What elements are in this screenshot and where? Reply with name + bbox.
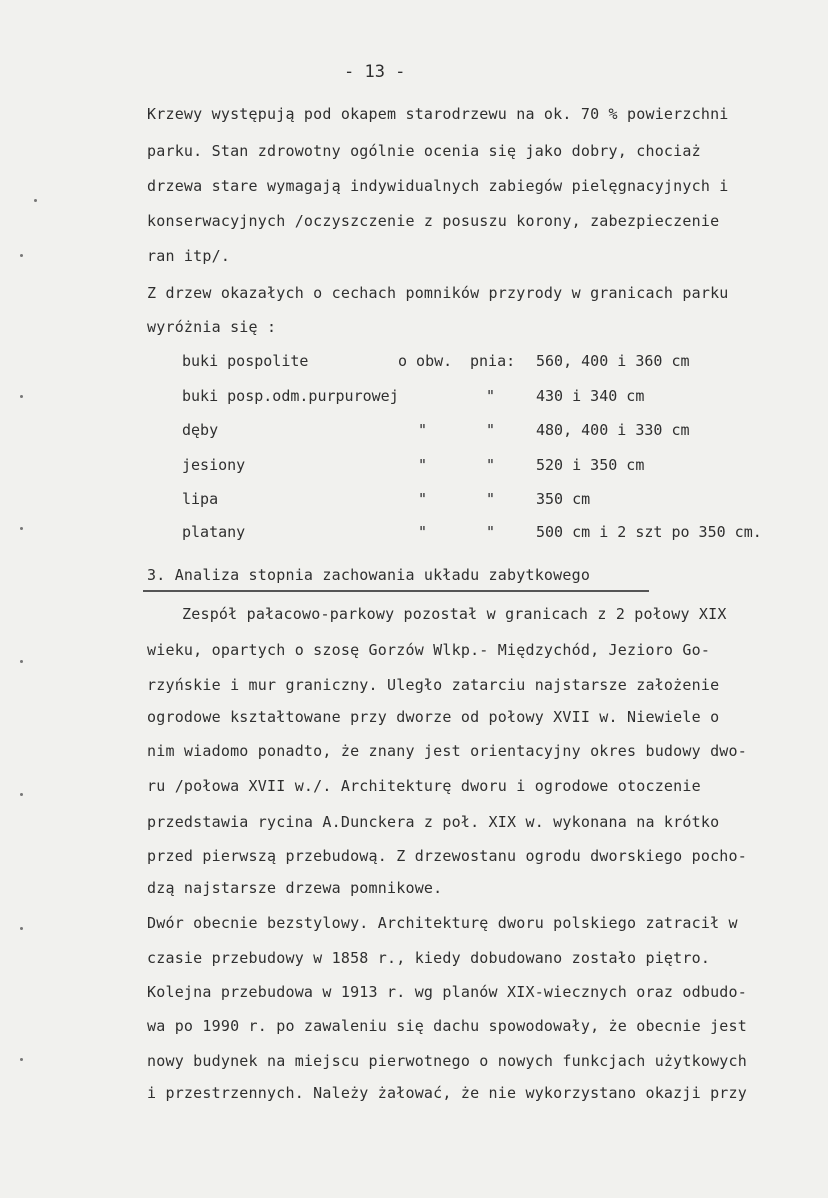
scan-speck (20, 927, 23, 930)
ditto-mark: " (486, 421, 496, 439)
tree-size: 430 i 340 cm (536, 387, 645, 405)
paragraph-line: wa po 1990 r. po zawaleniu się dachu spowodowały, że obecnie jest (147, 1017, 747, 1035)
scan-speck (20, 660, 23, 663)
ditto-mark: " (486, 456, 496, 474)
paragraph-line: drzewa stare wymagają indywidualnych zabiegów pielęgnacyjnych i (147, 177, 729, 195)
paragraph-line: wieku, opartych o szosę Gorzów Wlkp.- Międzychód, Jezioro Go- (147, 641, 711, 659)
scan-speck (20, 793, 23, 796)
paragraph-line: nim wiadomo ponadto, że znany jest orientacyjny okres budowy dwo- (147, 742, 747, 760)
scan-speck (20, 395, 23, 398)
ditto-mark: " (418, 523, 428, 541)
paragraph-line: Zespół pałacowo-parkowy pozostał w granicach z 2 połowy XIX (182, 605, 727, 623)
ditto-mark: " (486, 490, 496, 508)
scan-speck (20, 1058, 23, 1061)
paragraph-line: czasie przebudowy w 1858 r., kiedy dobudowano zostało piętro. (147, 949, 711, 967)
scan-speck (20, 254, 23, 257)
page-number: - 13 - (344, 62, 406, 82)
circumference-label: o obw. (398, 352, 453, 370)
paragraph-line: konserwacyjnych /oczyszczenie z posuszu korony, zabezpieczenie (147, 212, 720, 230)
tree-size: 350 cm (536, 490, 591, 508)
paragraph-line: rzyńskie i mur graniczny. Uległo zatarciu najstarsze założenie (147, 676, 720, 694)
tree-name: dęby (182, 421, 219, 439)
trunk-label: pnia: (470, 352, 516, 370)
tree-name: buki posp.odm.purpurowej (182, 387, 399, 405)
paragraph-line: wyróżnia się : (147, 318, 277, 336)
heading-underline (143, 590, 649, 592)
paragraph-line: ran itp/. (147, 247, 231, 265)
ditto-mark: " (486, 387, 496, 405)
tree-name: jesiony (182, 456, 246, 474)
scan-speck (34, 199, 37, 202)
tree-size: 500 cm i 2 szt po 350 cm. (536, 523, 762, 541)
paragraph-line: Dwór obecnie bezstylowy. Architekturę dworu polskiego zatracił w (147, 914, 738, 932)
paragraph-line: Kolejna przebudowa w 1913 r. wg planów XIX-wiecznych oraz odbudo- (147, 983, 747, 1001)
paragraph-line: przed pierwszą przebudową. Z drzewostanu ogrodu dworskiego pocho- (147, 847, 747, 865)
tree-size: 560, 400 i 360 cm (536, 352, 690, 370)
paragraph-line: Z drzew okazałych o cechach pomników przyrody w granicach parku (147, 284, 729, 302)
tree-name: platany (182, 523, 246, 541)
paragraph-line: Krzewy występują pod okapem starodrzewu na ok. 70 % powierzchni (147, 105, 729, 123)
ditto-mark: " (486, 523, 496, 541)
tree-name: buki pospolite (182, 352, 309, 370)
scan-speck (20, 527, 23, 530)
tree-size: 480, 400 i 330 cm (536, 421, 690, 439)
paragraph-line: ru /połowa XVII w./. Architekturę dworu i ogrodowe otoczenie (147, 777, 701, 795)
paragraph-line: ogrodowe kształtowane przy dworze od połowy XVII w. Niewiele o (147, 708, 720, 726)
section-heading: 3. Analiza stopnia zachowania układu zabytkowego (147, 566, 591, 584)
ditto-mark: " (418, 490, 428, 508)
ditto-mark: " (418, 421, 428, 439)
ditto-mark: " (418, 456, 428, 474)
paragraph-line: i przestrzennych. Należy żałować, że nie wykorzystano okazji przy (147, 1084, 747, 1102)
tree-name: lipa (182, 490, 219, 508)
tree-size: 520 i 350 cm (536, 456, 645, 474)
paragraph-line: przedstawia rycina A.Dunckera z poł. XIX w. wykonana na krótko (147, 813, 720, 831)
paragraph-line: parku. Stan zdrowotny ogólnie ocenia się jako dobry, chociaż (147, 142, 701, 160)
paragraph-line: nowy budynek na miejscu pierwotnego o nowych funkcjach użytkowych (147, 1052, 747, 1070)
paragraph-line: dzą najstarsze drzewa pomnikowe. (147, 879, 443, 897)
